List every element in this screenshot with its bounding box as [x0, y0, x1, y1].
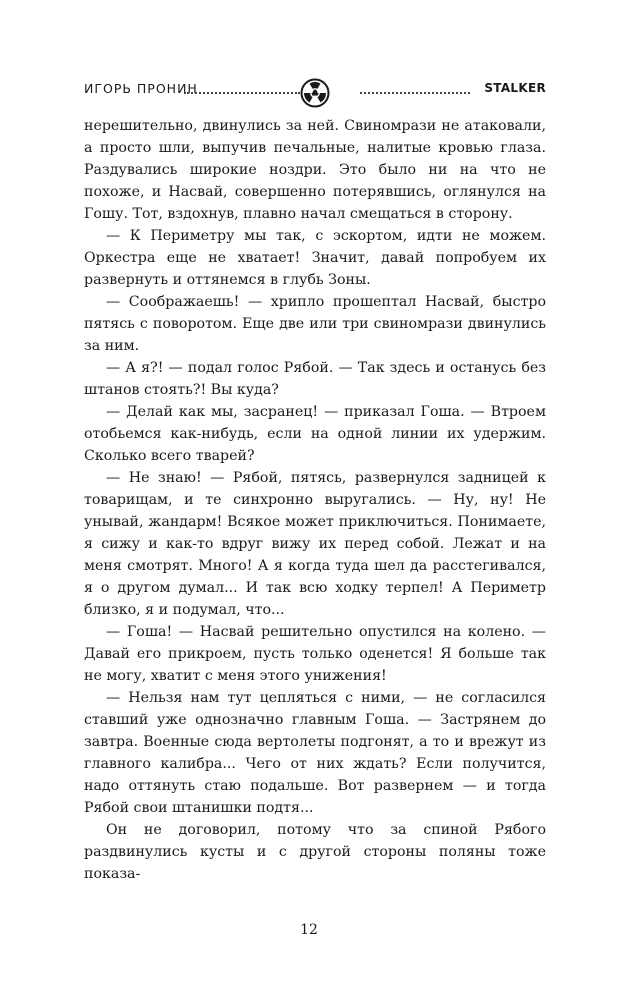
- paragraph: — Делай как мы, засранец! — приказал Гоша. — Втроем отобьемся как-нибудь, если на одной линии их удержим. Сколько всего тварей?: [84, 404, 546, 464]
- body-text: [84, 115, 546, 885]
- page-number: 12: [300, 922, 318, 938]
- paragraph: — Нельзя нам тут цепляться с ними, — не согласился ставший уже однозначно главным Гоша. — Застрянем до завтра. Военные сюда вертолеты подгонят, а то и врежут из главного калибра... Чего от них ждать? Если получится, надо оттянуть стаю подальше. Вот развернем — и тогда Рябой свои штанишки подтя...: [84, 690, 546, 816]
- radiation-trefoil-icon: [300, 78, 330, 108]
- paragraph: — Соображаешь! — хрипло прошептал Насвай, быстро пятясь с поворотом. Еще две или три свиномрази двинулись за ним.: [84, 294, 546, 354]
- paragraph: — Гоша! — Насвай решительно опустился на колено. — Давай его прикроем, пусть только оденется! Я больше так не могу, хватит с меня этого унижения!: [84, 624, 546, 684]
- running-header: [84, 80, 546, 114]
- author-name: ИГОРЬ ПРОНИН: [84, 81, 198, 96]
- paragraph: нерешительно, двинулись за ней. Свиномрази не атаковали, а просто шли, выпучив печальные, налитые кровью глаза. Раздувались широкие ноздри. Это было ни на что не похоже, и Насвай, совершенно потерявшись, оглянулся на Гошу. Тот, вздохнув, плавно начал смещаться в сторону.: [84, 118, 546, 222]
- header-dotted-rule-right: [360, 92, 470, 94]
- series-title: STALKER: [484, 81, 546, 95]
- paragraph: — Не знаю! — Рябой, пятясь, развернулся задницей к товарищам, и те синхронно выругались. — Ну, ну! Не унывай, жандарм! Всякое может приключиться. Понимаете, я сижу и как-то вдруг вижу их перед собой. Лежат и на меня смотрят. Много! А я когда туда шел да расстегивался, я о другом думал... И так всю ходку терпел! А Периметр близко, я и подумал, что...: [84, 470, 546, 618]
- paragraph: — К Периметру мы так, с эскортом, идти не можем. Оркестра еще не хватает! Значит, давай попробуем их развернуть и оттянемся в глубь Зоны.: [84, 228, 546, 288]
- paragraph: — А я?! — подал голос Рябой. — Так здесь и останусь без штанов стоять?! Вы куда?: [84, 360, 546, 398]
- paragraph: Он не договорил, потому что за спиной Рябого раздвинулись кусты и с другой стороны поляны тоже показа-: [84, 822, 546, 882]
- header-dotted-rule-left: [184, 92, 300, 94]
